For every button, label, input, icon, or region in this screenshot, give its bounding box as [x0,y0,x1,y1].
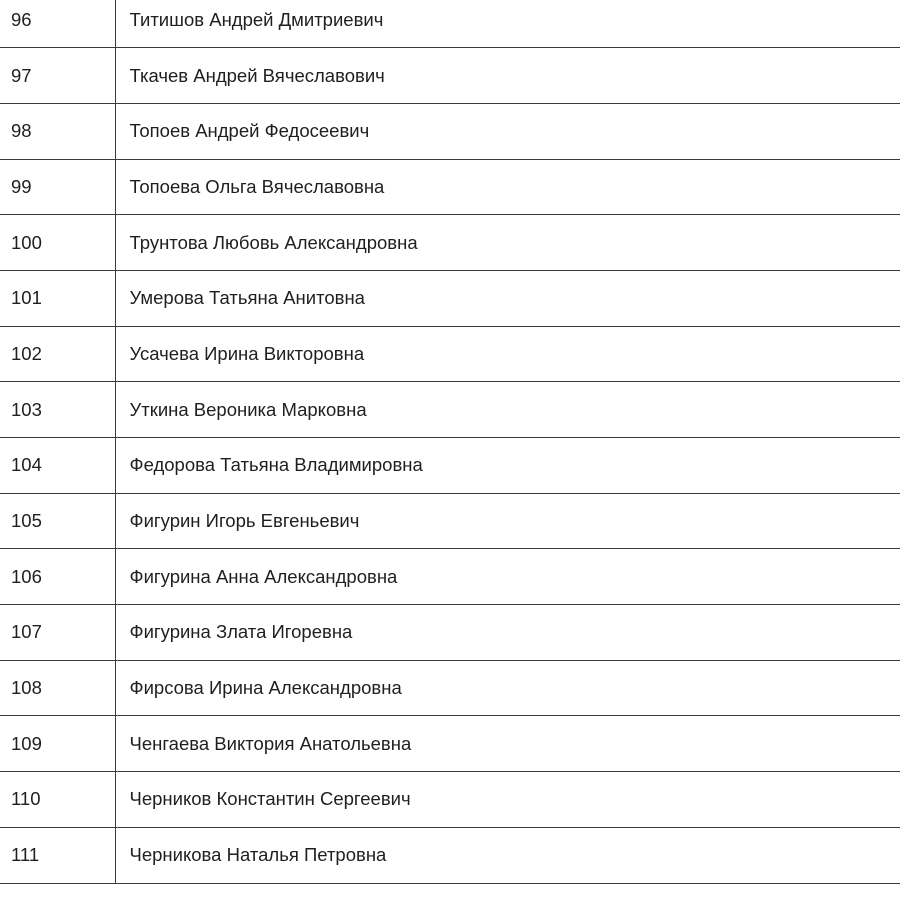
row-number: 111 [0,827,115,883]
table-row [0,215,900,271]
row-number: 104 [0,438,115,494]
row-name: Ченгаева Виктория Анатольевна [115,716,900,772]
row-number: 103 [0,382,115,438]
row-number: 109 [0,716,115,772]
row-number: 100 [0,215,115,271]
row-name: Федорова Татьяна Владимировна [115,438,900,494]
table-row [0,827,900,883]
table-row [0,270,900,326]
row-name: Усачева Ирина Викторовна [115,326,900,382]
table-row [0,382,900,438]
table-row [0,716,900,772]
row-name: Ткачев Андрей Вячеславович [115,48,900,104]
table-row [0,159,900,215]
row-number: 108 [0,660,115,716]
row-number: 105 [0,493,115,549]
row-name: Умерова Татьяна Анитовна [115,270,900,326]
table-row [0,605,900,661]
row-number: 96 [0,0,115,48]
table-row [0,0,900,48]
table-row [0,103,900,159]
row-name: Фигурина Анна Александровна [115,549,900,605]
row-number: 106 [0,549,115,605]
table-row [0,549,900,605]
row-name: Фигурин Игорь Евгеньевич [115,493,900,549]
row-number: 102 [0,326,115,382]
row-name: Титишов Андрей Дмитриевич [115,0,900,48]
row-name: Топоев Андрей Федосеевич [115,103,900,159]
row-name: Топоева Ольга Вячеславовна [115,159,900,215]
row-name: Черникова Наталья Петровна [115,827,900,883]
table-row [0,493,900,549]
row-number: 99 [0,159,115,215]
row-name: Уткина Вероника Марковна [115,382,900,438]
table-row [0,772,900,828]
table-row [0,48,900,104]
table-row [0,438,900,494]
row-name: Трунтова Любовь Александровна [115,215,900,271]
row-name: Фирсова Ирина Александровна [115,660,900,716]
row-number: 97 [0,48,115,104]
table-row [0,660,900,716]
row-number: 98 [0,103,115,159]
row-number: 101 [0,270,115,326]
row-number: 107 [0,605,115,661]
table-row [0,326,900,382]
row-name: Фигурина Злата Игоревна [115,605,900,661]
row-number: 110 [0,772,115,828]
row-name: Черников Константин Сергеевич [115,772,900,828]
